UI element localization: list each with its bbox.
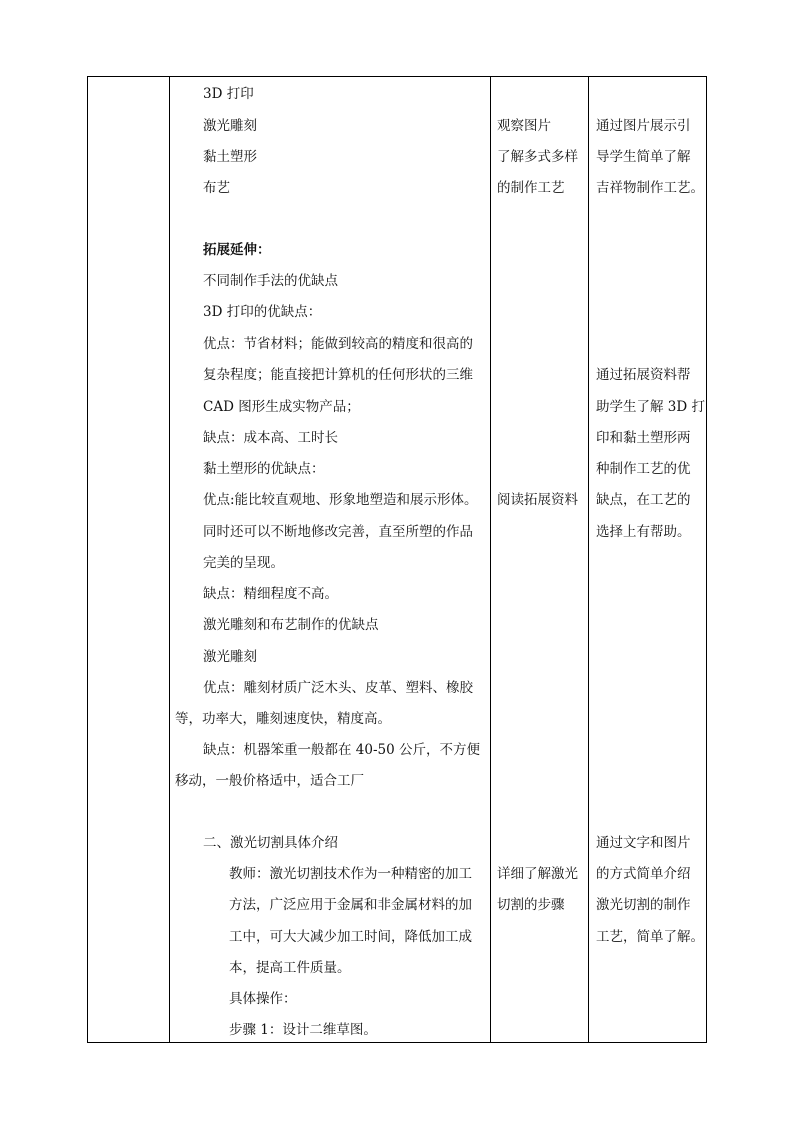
intent-line: 通过文字和图片 bbox=[596, 835, 691, 851]
content-line: 布艺 bbox=[203, 180, 230, 196]
content-line: 优点：雕刻材质广泛木头、皮革、塑料、橡胶 bbox=[203, 680, 473, 696]
intent-line: 通过图片展示引 bbox=[596, 118, 691, 134]
intent-line: 激光切割的制作 bbox=[596, 897, 691, 913]
column-divider bbox=[490, 77, 491, 1042]
activity-line: 了解多式多样 bbox=[497, 149, 578, 165]
content-line: 激光雕刻 bbox=[203, 118, 257, 134]
content-line: 缺点：精细程度不高。 bbox=[203, 586, 338, 602]
activity-line: 观察图片 bbox=[497, 118, 551, 134]
section-title: 二、激光切割具体介绍 bbox=[203, 835, 338, 851]
content-line: 不同制作手法的优缺点 bbox=[203, 273, 338, 289]
intent-line: 吉祥物制作工艺。 bbox=[596, 180, 704, 196]
content-line: 工中，可大大减少加工时间，降低加工成 bbox=[229, 929, 472, 945]
content-line: 激光雕刻和布艺制作的优缺点 bbox=[203, 617, 379, 633]
content-line: 步骤 1：设计二维草图。 bbox=[229, 1022, 377, 1038]
content-line: 完美的呈现。 bbox=[203, 555, 284, 571]
extension-heading: 拓展延伸： bbox=[203, 242, 271, 258]
content-line: 3D 打印 bbox=[203, 86, 254, 102]
content-line: 缺点：机器笨重一般都在 40-50 公斤，不方便 bbox=[203, 742, 480, 758]
content-line: 黏土塑形 bbox=[203, 149, 257, 165]
intent-line: 助学生了解 3D 打 bbox=[596, 399, 705, 415]
intent-line: 工艺，简单了解。 bbox=[596, 929, 704, 945]
content-line: 黏土塑形的优缺点： bbox=[203, 461, 325, 477]
content-line: 具体操作： bbox=[229, 991, 297, 1007]
content-line: 复杂程度；能直接把计算机的任何形状的三维 bbox=[203, 367, 473, 383]
content-line: 方法，广泛应用于金属和非金属材料的加 bbox=[229, 897, 472, 913]
column-divider bbox=[588, 77, 589, 1042]
content-line: 同时还可以不断地修改完善，直至所塑的作品 bbox=[203, 524, 473, 540]
content-line: 教师：激光切割技术作为一种精密的加工 bbox=[229, 866, 472, 882]
intent-line: 的方式简单介绍 bbox=[596, 866, 691, 882]
content-line: 缺点：成本高、工时长 bbox=[203, 430, 338, 446]
activity-line: 详细了解激光 bbox=[497, 866, 578, 882]
content-line: 本，提高工件质量。 bbox=[229, 960, 351, 976]
content-line: 3D 打印的优缺点： bbox=[203, 304, 322, 320]
content-line: 等，功率大，雕刻速度快，精度高。 bbox=[175, 711, 391, 727]
intent-line: 种制作工艺的优 bbox=[596, 461, 691, 477]
content-line: 优点:能比较直观地、形象地塑造和展示形体。 bbox=[203, 492, 478, 508]
intent-line: 印和黏土塑形两 bbox=[596, 430, 691, 446]
content-line: CAD 图形生成实物产品； bbox=[203, 399, 360, 415]
activity-line: 的制作工艺 bbox=[497, 180, 565, 196]
intent-line: 缺点，在工艺的 bbox=[596, 492, 691, 508]
content-line: 优点：节省材料；能做到较高的精度和很高的 bbox=[203, 336, 473, 352]
intent-line: 导学生简单了解 bbox=[596, 149, 691, 165]
activity-line: 切割的步骤 bbox=[497, 897, 565, 913]
content-line: 激光雕刻 bbox=[203, 649, 257, 665]
column-divider bbox=[169, 77, 170, 1042]
intent-line: 选择上有帮助。 bbox=[596, 524, 691, 540]
activity-line: 阅读拓展资料 bbox=[497, 492, 578, 508]
content-line: 移动，一般价格适中，适合工厂 bbox=[175, 773, 364, 789]
intent-line: 通过拓展资料帮 bbox=[596, 367, 691, 383]
